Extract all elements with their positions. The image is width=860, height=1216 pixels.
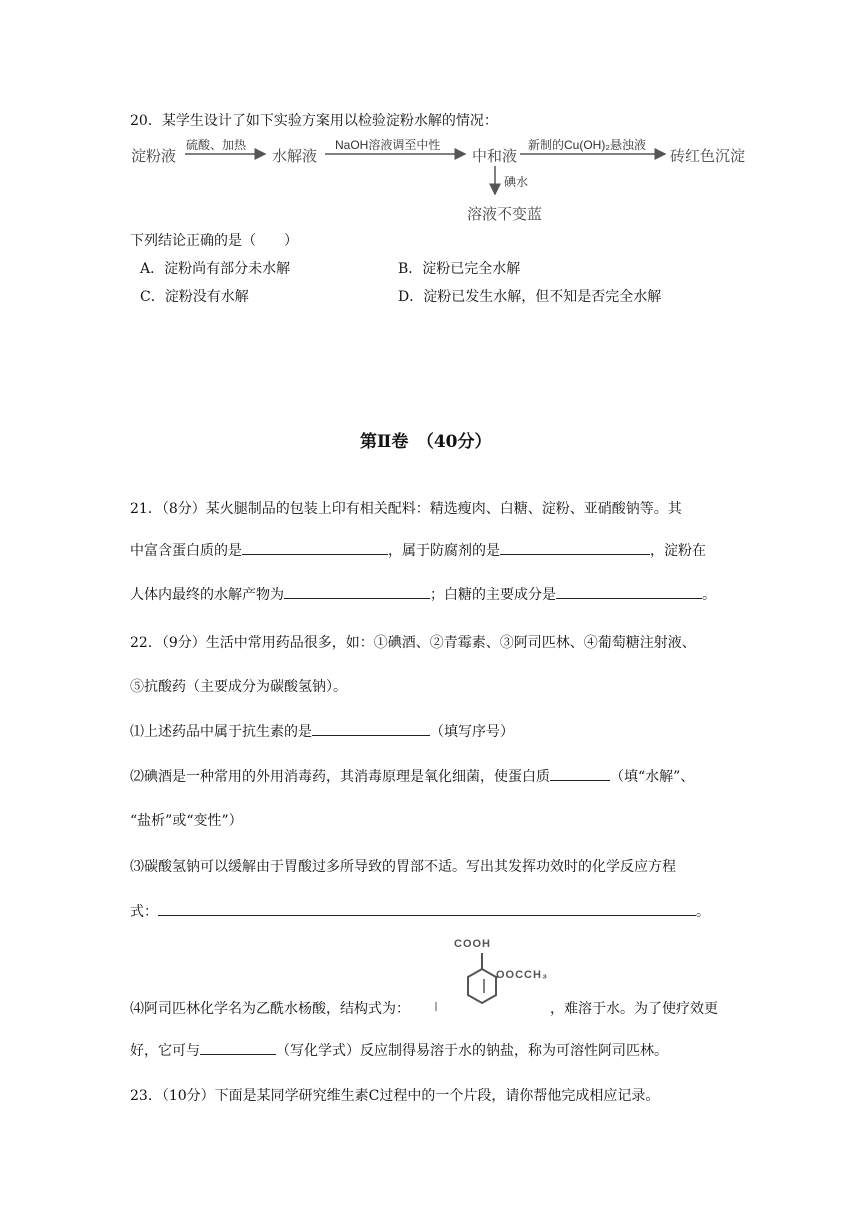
flow-node-no-blue: 溶液不变蓝 xyxy=(467,206,543,223)
q22-p1-hint: （填写序号） xyxy=(430,724,514,740)
q21-blank-protein[interactable] xyxy=(242,540,388,555)
q22-part-4-after: ，难溶于水。为了使疗效更 xyxy=(550,1001,718,1017)
q22-part-4-cont xyxy=(130,1040,668,1060)
flow-node-hydrolysate: 水解液 xyxy=(272,148,318,165)
q22-p2-text: ⑵碘酒是一种常用的外用消毒药，其消毒原理是氧化细菌，使蛋白质 xyxy=(130,769,550,785)
q21-text-starch: ，淀粉在 xyxy=(650,543,706,559)
q22-blank-antibiotic[interactable] xyxy=(312,721,430,736)
q22-line-2: ⑤抗酸药（主要成分为碳酸氢钠）。 xyxy=(130,679,347,695)
q22-blank-equation[interactable] xyxy=(158,901,696,916)
q22-part-1 xyxy=(130,721,514,741)
q22-part-4-text: ⑷阿司匹林化学名为乙酰水杨酸，结构式为： xyxy=(130,1001,410,1017)
q20-option-b: B．淀粉已完全水解 xyxy=(398,261,521,277)
q21-line-1: 21．（8分）某火腿制品的包装上印有相关配料：精选瘦肉、白糖、淀粉、亚硝酸钠等。其 xyxy=(130,501,682,517)
flow-label-acid-heat: 硫酸、加热 xyxy=(186,138,247,152)
flow-label-naoh: NaOH溶液调至中性 xyxy=(335,138,441,152)
q22-blank-formula[interactable] xyxy=(200,1040,276,1055)
flow-node-starch: 淀粉液 xyxy=(131,148,177,165)
q21-text-preservative: ，属于防腐剂的是 xyxy=(388,543,500,559)
q22-part-3: ⑶碳酸氢钠可以缓解由于胃酸过多所导致的胃部不适。写出其发挥功效时的化学反应方程 xyxy=(130,859,676,875)
section-2-title: 第Ⅱ卷 （40分） xyxy=(360,432,492,452)
benzene-ring xyxy=(468,969,496,1003)
q21-text-protein: 中富含蛋白质的是 xyxy=(130,543,242,559)
q22-line-1: 22．（9分）生活中常用药品很多，如：①碘酒、②青霉素、③阿司匹林、④葡萄糖注射液、 xyxy=(130,635,696,651)
q22-p3-prefix: 式： xyxy=(130,904,158,920)
q22-part-2 xyxy=(130,766,694,786)
oocch3-label: OOCCH₃ xyxy=(496,969,549,981)
q21-text-hydrolysis: 人体内最终的水解产物为 xyxy=(130,587,284,603)
q21-blank-sugar[interactable] xyxy=(556,584,702,599)
q20-option-a: A．淀粉尚有部分未水解 xyxy=(140,261,291,277)
flow-label-cuoh2: 新制的Cu(OH)₂悬浊液 xyxy=(528,138,646,152)
flow-node-precipitate: 砖红色沉淀 xyxy=(670,148,746,165)
q22-p3-end: 。 xyxy=(696,904,710,920)
q21-line-3 xyxy=(130,584,716,604)
flow-label-iodine: 碘水 xyxy=(504,175,529,189)
q20-stem: 20．某学生设计了如下实验方案用以检验淀粉水解的情况： xyxy=(130,113,498,129)
q23-line-1: 23．（10分）下面是某同学研究维生素C过程中的一个片段，请你帮他完成相应记录。 xyxy=(130,1088,660,1104)
q21-blank-hydrolysis[interactable] xyxy=(284,584,430,599)
q21-line-2 xyxy=(130,540,706,560)
q21-text-sugar: ；白糖的主要成分是 xyxy=(430,587,556,603)
q22-part-2-cont: “盐析”或“变性”） xyxy=(130,813,243,829)
q22-p2-hint: （填“水解”、 xyxy=(610,769,695,785)
q21-blank-preservative[interactable] xyxy=(500,540,650,555)
q20-option-c: C．淀粉没有水解 xyxy=(140,289,249,305)
cooh-label: COOH xyxy=(454,938,491,950)
q22-p4-prefix: 好，它可与 xyxy=(130,1043,200,1059)
q22-p1-text: ⑴上述药品中属于抗生素的是 xyxy=(130,724,312,740)
flow-node-neutralized: 中和液 xyxy=(472,148,518,165)
q22-p4-rest: （写化学式）反应制得易溶于水的钠盐，称为可溶性阿司匹林。 xyxy=(276,1043,668,1059)
q21-text-end: 。 xyxy=(702,587,716,603)
q20-option-d: D．淀粉已发生水解，但不知是否完全水解 xyxy=(398,289,662,305)
q22-part-3-cont xyxy=(130,901,710,921)
q20-prompt: 下列结论正确的是（ ） xyxy=(130,233,298,249)
q22-blank-denature[interactable] xyxy=(550,766,610,781)
